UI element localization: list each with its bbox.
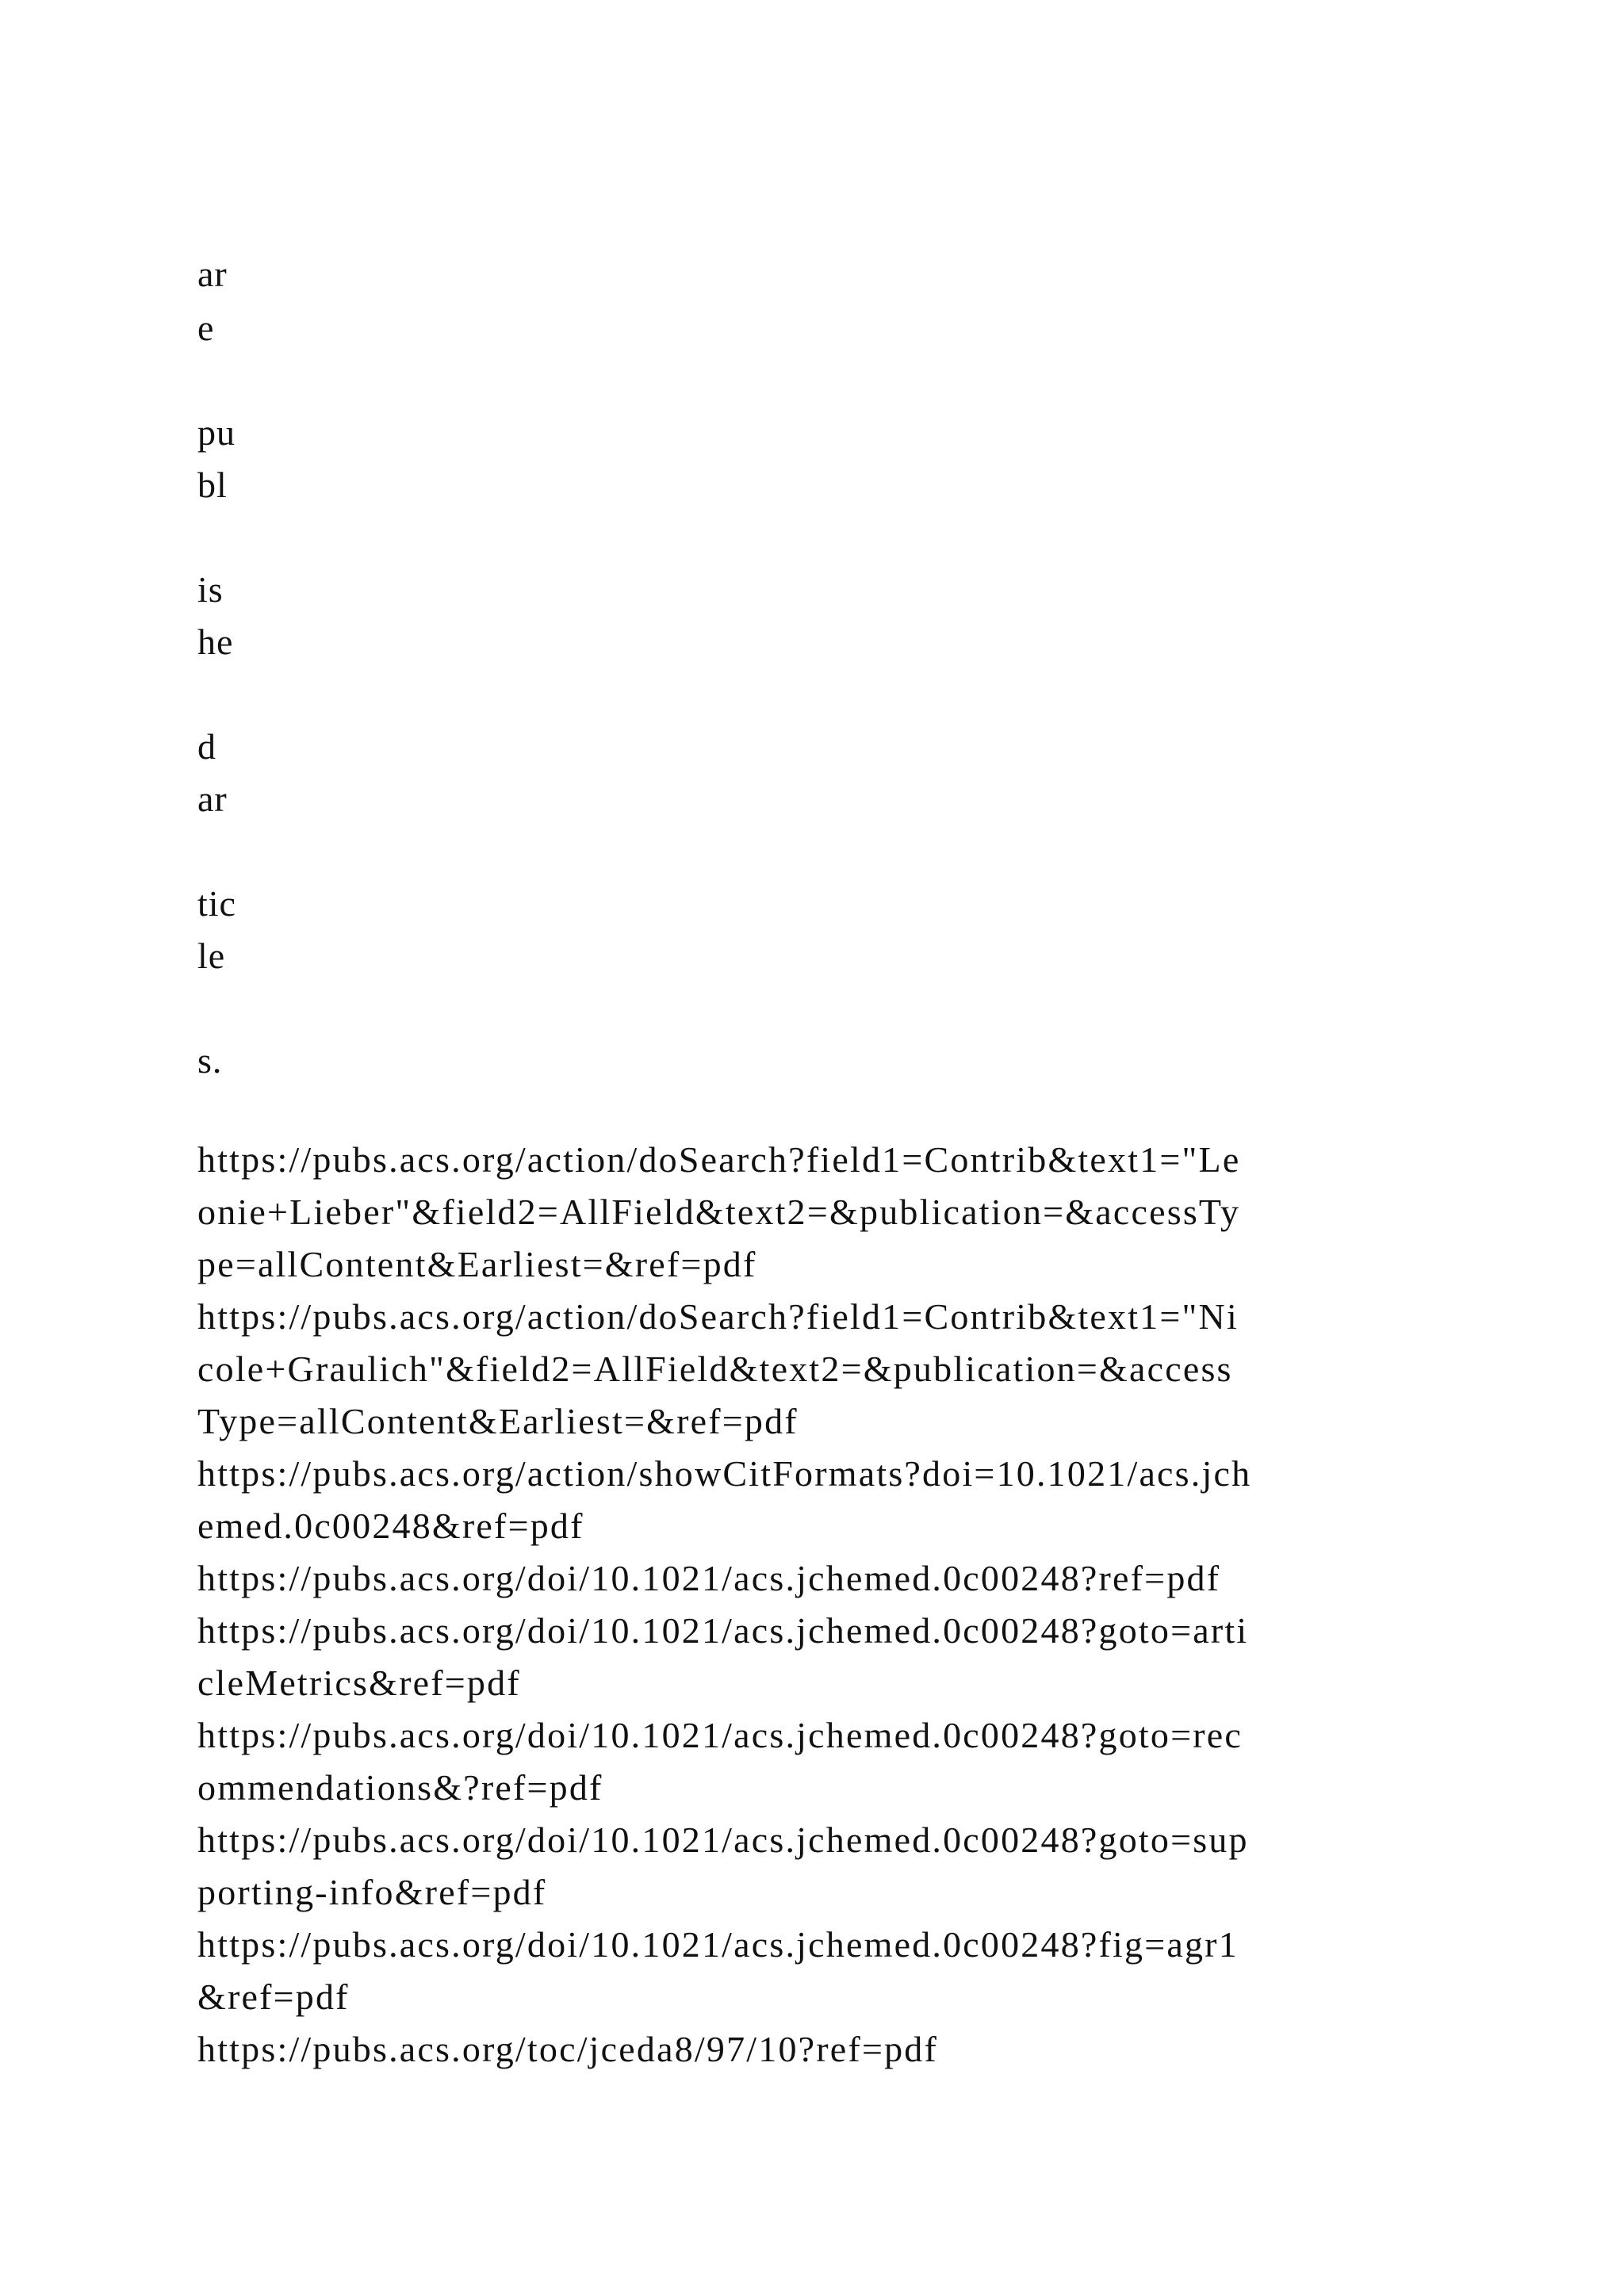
link-item[interactable]: [197, 1919, 1434, 2023]
link-item[interactable]: [197, 1814, 1434, 1919]
text-fragment: tic: [197, 883, 236, 924]
link-text-line[interactable]: https://pubs.acs.org/doi/10.1021/acs.jchemed.0c00248?goto=rec: [197, 1715, 1243, 1755]
link-text-line[interactable]: &ref=pdf: [197, 1976, 350, 2017]
text-fragment: d: [197, 726, 216, 767]
link-item[interactable]: [197, 1552, 1434, 1605]
text-fragment: s.: [197, 1040, 223, 1081]
link-text-line[interactable]: https://pubs.acs.org/action/doSearch?field1=Contrib&text1="Le: [197, 1139, 1241, 1180]
link-item[interactable]: [197, 1605, 1434, 1709]
link-text-line[interactable]: https://pubs.acs.org/doi/10.1021/acs.jchemed.0c00248?goto=arti: [197, 1610, 1249, 1651]
link-list: [197, 1134, 1434, 2076]
link-text-line[interactable]: https://pubs.acs.org/action/doSearch?field1=Contrib&text1="Ni: [197, 1296, 1239, 1337]
link-text-line[interactable]: cleMetrics&ref=pdf: [197, 1663, 521, 1703]
text-fragment: bl: [197, 465, 228, 505]
link-text-line[interactable]: onie+Lieber"&field2=AllField&text2=&publication=&accessTy: [197, 1192, 1241, 1232]
link-item[interactable]: [197, 1448, 1434, 1552]
link-text-line[interactable]: https://pubs.acs.org/doi/10.1021/acs.jchemed.0c00248?ref=pdf: [197, 1558, 1221, 1598]
text-fragment: he: [197, 622, 234, 662]
link-text-line[interactable]: ommendations&?ref=pdf: [197, 1767, 603, 1808]
text-fragment: is: [197, 569, 224, 610]
link-item[interactable]: [197, 1291, 1434, 1448]
text-fragment: pu: [197, 412, 236, 453]
text-fragment: e: [197, 308, 215, 348]
link-text-line[interactable]: https://pubs.acs.org/toc/jceda8/97/10?ref=pdf: [197, 2029, 939, 2069]
link-text-line[interactable]: https://pubs.acs.org/doi/10.1021/acs.jchemed.0c00248?fig=agr1: [197, 1924, 1239, 1965]
text-fragment: le: [197, 936, 226, 976]
text-fragment: ar: [197, 254, 228, 294]
text-fragment: ar: [197, 779, 228, 819]
link-text-line[interactable]: cole+Graulich"&field2=AllField&text2=&publication=&access: [197, 1349, 1233, 1389]
link-text-line[interactable]: Type=allContent&Earliest=&ref=pdf: [197, 1401, 799, 1441]
link-item[interactable]: [197, 2023, 1434, 2076]
link-text-line[interactable]: https://pubs.acs.org/doi/10.1021/acs.jchemed.0c00248?goto=sup: [197, 1820, 1249, 1860]
link-text-line[interactable]: pe=allContent&Earliest=&ref=pdf: [197, 1244, 757, 1284]
link-text-line[interactable]: emed.0c00248&ref=pdf: [197, 1506, 584, 1546]
link-item[interactable]: [197, 1709, 1434, 1814]
link-item[interactable]: [197, 1134, 1434, 1291]
link-text-line[interactable]: https://pubs.acs.org/action/showCitFormats?doi=10.1021/acs.jch: [197, 1453, 1252, 1494]
link-text-line[interactable]: porting-info&ref=pdf: [197, 1872, 547, 1912]
